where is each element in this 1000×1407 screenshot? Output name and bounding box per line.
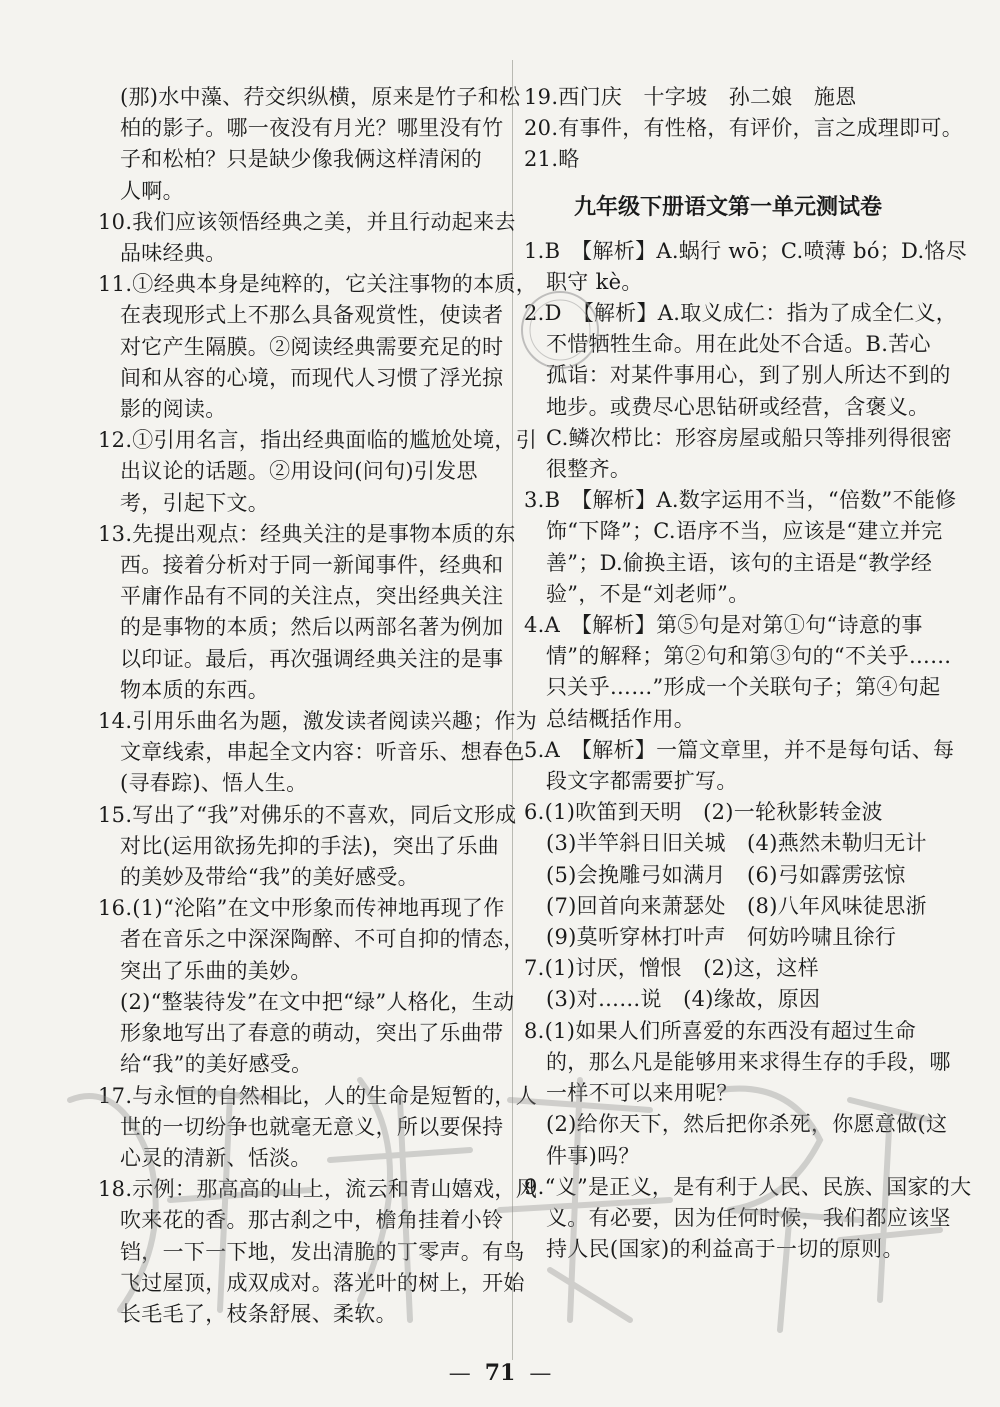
text-line: 物本质的东西。 [120, 677, 270, 702]
page-number [0, 1360, 1000, 1386]
text-line: 21.略 [524, 147, 580, 172]
text-line: 平庸作品有不同的关注点，突出经典关注 [120, 584, 504, 609]
text-line: 14.引用乐曲名为题，激发读者阅读兴趣；作为 [98, 709, 537, 734]
text-line: 孤诣：对某件事用心，到了别人所达不到的 [546, 363, 951, 388]
text-line: 一样不可以来用呢？ [546, 1081, 738, 1106]
text-line: 验”，不是“刘老师”。 [546, 581, 750, 606]
text-line: 人啊。 [120, 178, 184, 203]
text-line: 者在音乐之中深深陶醉、不可自抑的情态， [120, 927, 525, 952]
text-line: 柏的影子。哪一夜没有月光？哪里没有竹 [120, 116, 504, 141]
text-line: 件事)吗？ [546, 1143, 640, 1168]
text-line: 的是事物的本质；然后以两部名著为例加 [120, 615, 504, 640]
text-line: (2)给你天下，然后把你杀死，你愿意做(这 [546, 1112, 948, 1137]
text-line: 15.写出了“我”对佛乐的不喜欢，同后文形成 [98, 802, 517, 827]
right-column [524, 82, 972, 1265]
text-line: 只关乎……”形成一个关联句子；第④句起 [546, 675, 941, 700]
text-line: 11.①经典本身是纯粹的，它关注事物的本质， [98, 272, 537, 297]
text-line: (3)半竿斜日旧关城 (4)燕然未勒归无计 [546, 831, 927, 856]
text-line: 19.西门庆 十字坡 孙二娘 施恩 [524, 85, 857, 109]
text-line: 总结概括作用。 [546, 706, 696, 731]
text-line: 职守 kè。 [546, 269, 643, 294]
text-line: 世的一切纷争也就毫无意义，所以要保持 [120, 1114, 504, 1139]
text-line: (2)“整装待发”在文中把“绿”人格化，生动 [120, 989, 515, 1014]
text-line: 6.(1)吹笛到天明 (2)一轮秋影转金波 [524, 800, 883, 825]
text-line: 地步。或费尽心思钻研或经营，含褒义。 [546, 394, 930, 419]
text-line: 的，那么凡是能够用来求得生存的手段，哪 [546, 1049, 951, 1074]
text-line: 18.示例：那高高的山上，流云和青山嬉戏，风 [98, 1177, 537, 1202]
text-line: 对比(运用欲扬先抑的手法)，突出了乐曲 [120, 833, 500, 858]
text-line: C.鳞次栉比：形容房屋或船只等排列得很密 [546, 425, 952, 450]
text-line: 善”；D.偷换主语，该句的主语是“教学经 [546, 550, 933, 575]
text-line: 7.(1)讨厌，憎恨 (2)这，这样 [524, 956, 819, 981]
text-line: (寻春踪)、悟人生。 [120, 771, 308, 796]
text-line: 1.B 【解析】A.蜗行 wō；C.喷薄 bó；D.恪尽 [524, 238, 968, 263]
text-line: 很整齐。 [546, 457, 632, 482]
section-heading: 九年级下册语文第一单元测试卷 [573, 194, 882, 220]
text-line: 12.①引用名言，指出经典面临的尴尬处境，引 [98, 428, 537, 453]
text-line: 间和从容的心境，而现代人习惯了浮光掠 [120, 365, 504, 390]
right-top-answers [524, 82, 963, 176]
dash-left: — [448, 1361, 471, 1386]
text-line: 吹来花的香。那古刹之中，檐角挂着小铃 [120, 1208, 504, 1233]
text-line: 3.B 【解析】A.数字运用不当，“倍数”不能修 [524, 488, 957, 513]
text-line: 品味经典。 [120, 241, 227, 266]
text-line: (3)对……说 (4)缘故，原因 [546, 987, 821, 1012]
text-line: 20.有事件，有性格，有评价，言之成理即可。 [524, 116, 963, 141]
text-line: 10.我们应该领悟经典之美，并且行动起来去 [98, 209, 516, 234]
text-line: (那)水中藻、荇交织纵横，原来是竹子和松 [120, 85, 521, 109]
text-line: 以印证。最后，再次强调经典关注的是事 [120, 646, 504, 671]
text-line: (5)会挽雕弓如满月 (6)弓如霹雳弦惊 [546, 862, 906, 887]
dash-right: — [529, 1361, 552, 1386]
text-line: 17.与永恒的自然相比，人的生命是短暂的，人 [98, 1083, 537, 1108]
right-answers [524, 236, 972, 1266]
text-line: 飞过屋顶，成双成对。落光叶的树上，开始 [120, 1270, 525, 1295]
text-line: 持人民(国家)的利益高于一切的原则。 [546, 1237, 904, 1262]
text-line: 在表现形式上不那么具备观赏性，使读者 [120, 303, 504, 328]
text-line: 13.先提出观点：经典关注的是事物本质的东 [98, 521, 516, 546]
text-line: 出议论的话题。②用设问(问句)引发思 [120, 459, 478, 484]
text-line: 考，引起下文。 [120, 490, 270, 515]
text-line: 16.(1)“沦陷”在文中形象而传神地再现了作 [98, 896, 505, 921]
text-line: 情”的解释；第②句和第③句的“不关乎…… [546, 644, 952, 669]
text-line: 对它产生隔膜。②阅读经典需要充足的时 [120, 334, 504, 359]
text-line: 不惜牺牲生命。用在此处不合适。B.苦心 [546, 332, 931, 357]
text-line: 长毛毛了，枝条舒展、柔软。 [120, 1301, 397, 1326]
text-line: 2.D 【解析】A.取义成仁：指为了成全仁义， [524, 301, 958, 326]
text-line: 铛，一下一下地，发出清脆的丁零声。有鸟 [120, 1239, 525, 1264]
text-line: 的美妙及带给“我”的美好感受。 [120, 865, 419, 890]
text-line: 9.“义”是正义，是有利于人民、民族、国家的大 [524, 1174, 972, 1199]
text-line: 心灵的清新、恬淡。 [120, 1145, 312, 1170]
text-line: 文章线索，串起全文内容：听音乐、想春色 [120, 740, 525, 765]
text-line: 形象地写出了春意的萌动，突出了乐曲带 [120, 1021, 504, 1046]
text-line: 西。接着分析对于同一新闻事件，经典和 [120, 553, 504, 578]
left-column [98, 82, 537, 1330]
text-line: 子和松柏？只是缺少像我俩这样清闲的 [120, 147, 483, 172]
text-line: 8.(1)如果人们所喜爱的东西没有超过生命 [524, 1018, 917, 1043]
text-line: 突出了乐曲的美妙。 [120, 958, 312, 983]
text-line: 段文字都需要扩写。 [546, 769, 738, 794]
text-line: 饰“下降”；C.语序不当，应该是“建立并完 [546, 519, 943, 544]
page-number-value: 71 [484, 1360, 516, 1386]
text-line: 4.A 【解析】第⑤句是对第①句“诗意的事 [524, 613, 923, 638]
text-line: 给“我”的美好感受。 [120, 1052, 313, 1077]
text-line: (9)莫听穿林打叶声 何妨吟啸且徐行 [546, 925, 897, 950]
text-line: 影的阅读。 [120, 397, 227, 422]
text-line: (7)回首向来萧瑟处 (8)八年风味徒思浙 [546, 893, 927, 918]
text-line: 义。有必要，因为任何时候，我们都应该坚 [546, 1205, 951, 1230]
text-line: 5.A 【解析】一篇文章里，并不是每句话、每 [524, 737, 955, 762]
